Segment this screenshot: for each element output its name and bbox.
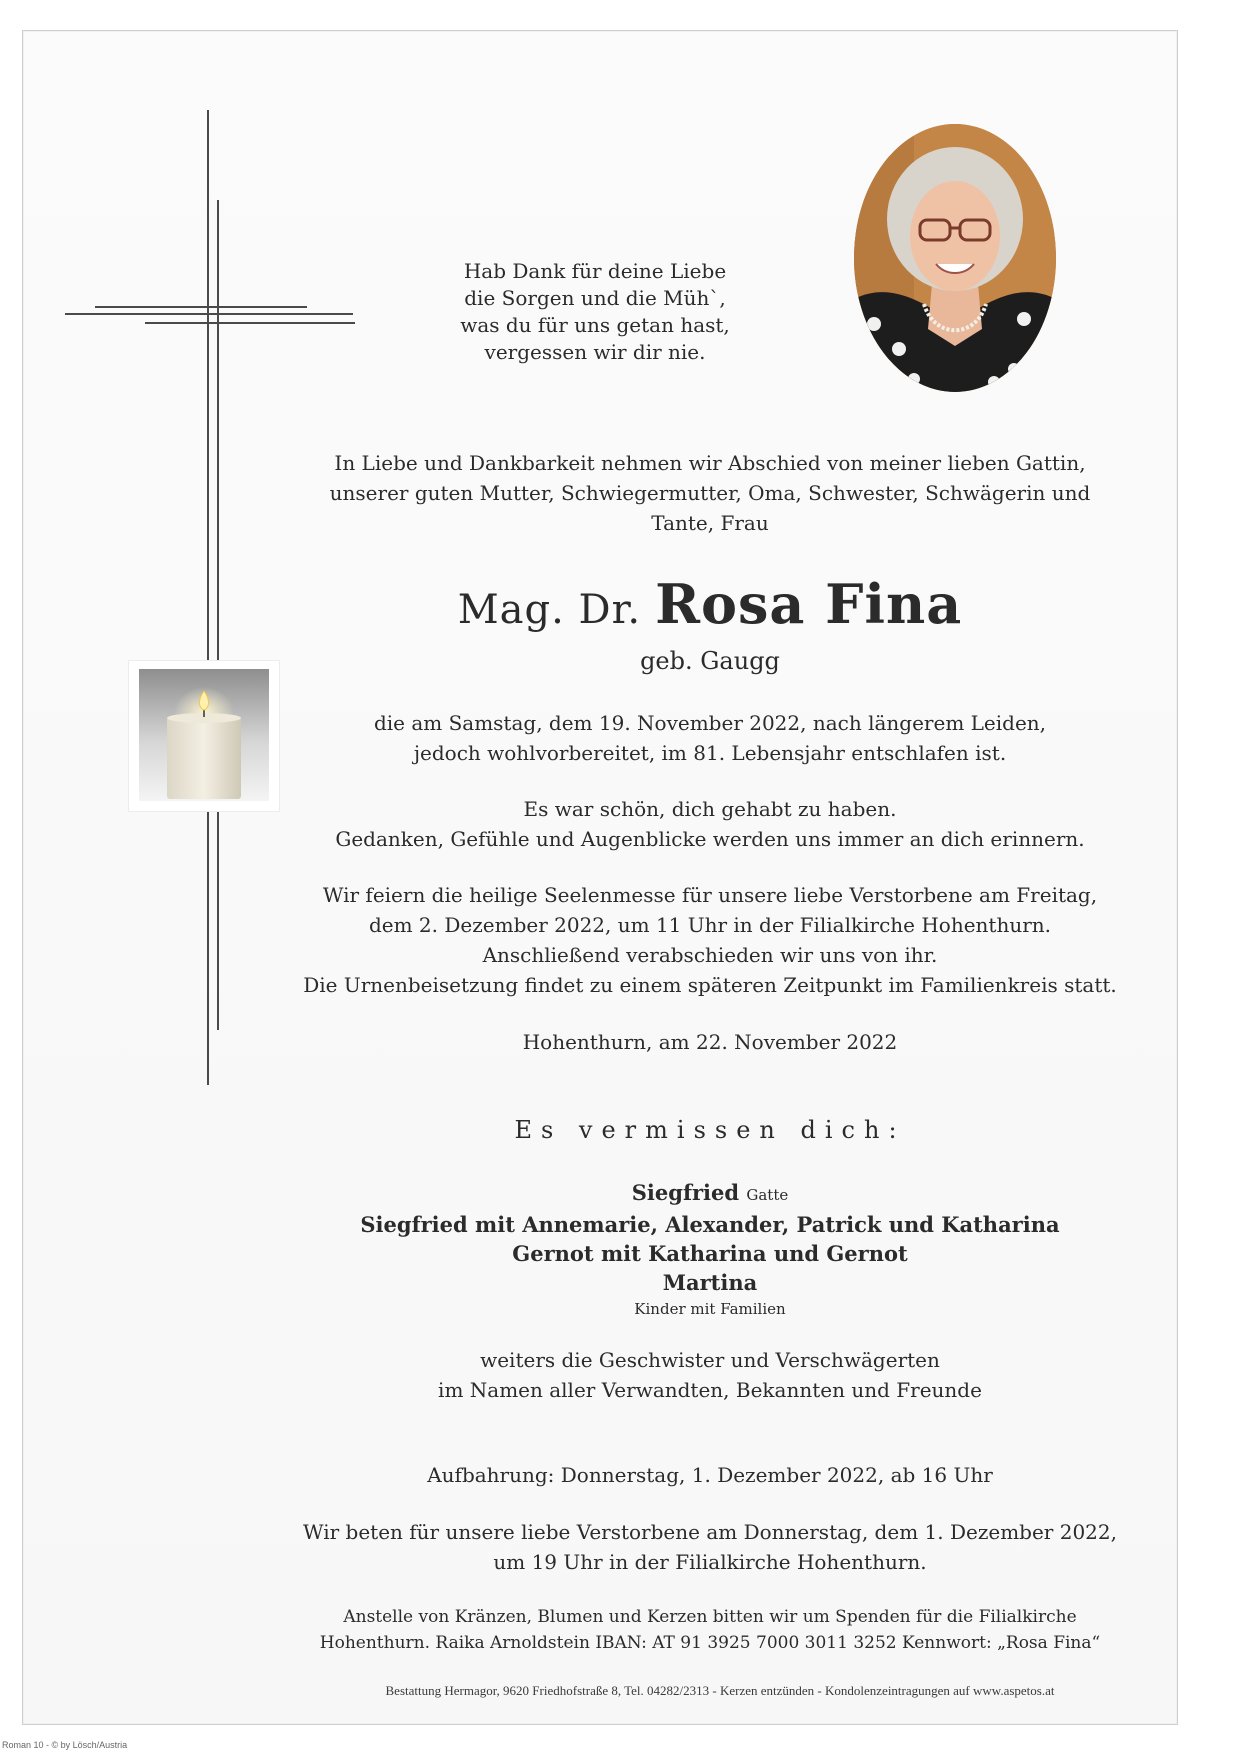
children-line: Gernot mit Katharina und Gernot	[512, 1241, 908, 1266]
intro-line: Tante, Frau	[651, 511, 769, 535]
full-name: Rosa Fina	[655, 572, 963, 636]
quote-line: Hab Dank für deine Liebe	[463, 259, 727, 283]
imprint: Roman 10 - © by Lösch/Austria	[2, 1740, 128, 1750]
candle-icon	[128, 660, 280, 812]
children-line: Siegfried mit Annemarie, Alexander, Patrick und Katharina	[360, 1212, 1060, 1237]
mass-line: dem 2. Dezember 2022, um 11 Uhr in der Filialkirche Hohenthurn.	[368, 913, 1052, 937]
memory-text	[300, 794, 1120, 854]
family-list	[300, 1178, 1120, 1321]
missed-by-heading: Es vermissen dich:	[514, 1116, 906, 1144]
death-line: die am Samstag, dem 19. November 2022, nach längerem Leiden,	[373, 711, 1047, 735]
relatives-text	[300, 1345, 1120, 1405]
spouse-name: Siegfried	[631, 1180, 740, 1205]
memorial-quote	[445, 258, 745, 366]
academic-title: Mag. Dr.	[457, 587, 642, 633]
donation-note	[300, 1604, 1120, 1656]
donation-line: Anstelle von Kränzen, Blumen und Kerzen bitten wir um Spenden für die Filialkirche	[343, 1607, 1077, 1627]
intro-line: In Liebe und Dankbarkeit nehmen wir Abschied von meiner lieben Gattin,	[334, 451, 1086, 475]
relatives-line: weiters die Geschwister und Verschwägerten	[480, 1348, 940, 1372]
birth-name: geb. Gaugg	[640, 647, 780, 675]
spouse-line	[300, 1178, 1120, 1210]
prayer-text	[300, 1517, 1120, 1577]
intro-line: unserer guten Mutter, Schwiegermutter, Oma, Schwester, Schwägerin und	[329, 481, 1091, 505]
deceased-name	[300, 572, 1120, 636]
mass-line: Wir feiern die heilige Seelenmesse für unsere liebe Verstorbene am Freitag,	[322, 883, 1098, 907]
death-line: jedoch wohlvorbereitet, im 81. Lebensjahr entschlafen ist.	[413, 741, 1007, 765]
viewing-info: Aufbahrung: Donnerstag, 1. Dezember 2022, ab 16 Uhr	[427, 1463, 993, 1487]
funeral-home-footer: Bestattung Hermagor, 9620 Friedhofstraße 8, Tel. 04282/2313 - Kerzen entzünden - Kondolenzeintragungen auf www.aspetos.at	[385, 1683, 1055, 1698]
spouse-role: Gatte	[746, 1186, 789, 1204]
quote-line: was du für uns getan hast,	[460, 313, 730, 337]
memory-line: Es war schön, dich gehabt zu haben.	[523, 797, 897, 821]
death-text	[300, 708, 1120, 768]
portrait-photo	[854, 124, 1056, 392]
donation-line: Hohenthurn. Raika Arnoldstein IBAN: AT 91 3925 7000 3011 3252 Kennwort: „Rosa Fina“	[319, 1633, 1101, 1653]
prayer-line: Wir beten für unsere liebe Verstorbene am Donnerstag, dem 1. Dezember 2022,	[303, 1520, 1117, 1544]
children-role: Kinder mit Familien	[634, 1300, 786, 1318]
quote-line: die Sorgen und die Müh`,	[464, 286, 726, 310]
mass-line: Anschließend verabschieden wir uns von ihr.	[482, 943, 938, 967]
quote-line: vergessen wir dir nie.	[484, 340, 706, 364]
prayer-line: um 19 Uhr in der Filialkirche Hohenthurn.	[493, 1550, 927, 1574]
place-date: Hohenthurn, am 22. November 2022	[522, 1030, 898, 1054]
memory-line: Gedanken, Gefühle und Augenblicke werden uns immer an dich erinnern.	[335, 827, 1085, 851]
children-line: Martina	[662, 1270, 758, 1295]
relatives-line: im Namen aller Verwandten, Bekannten und Freunde	[438, 1378, 982, 1402]
mass-text	[300, 880, 1120, 1000]
intro-text	[300, 448, 1120, 538]
mass-line: Die Urnenbeisetzung findet zu einem späteren Zeitpunkt im Familienkreis statt.	[303, 973, 1117, 997]
